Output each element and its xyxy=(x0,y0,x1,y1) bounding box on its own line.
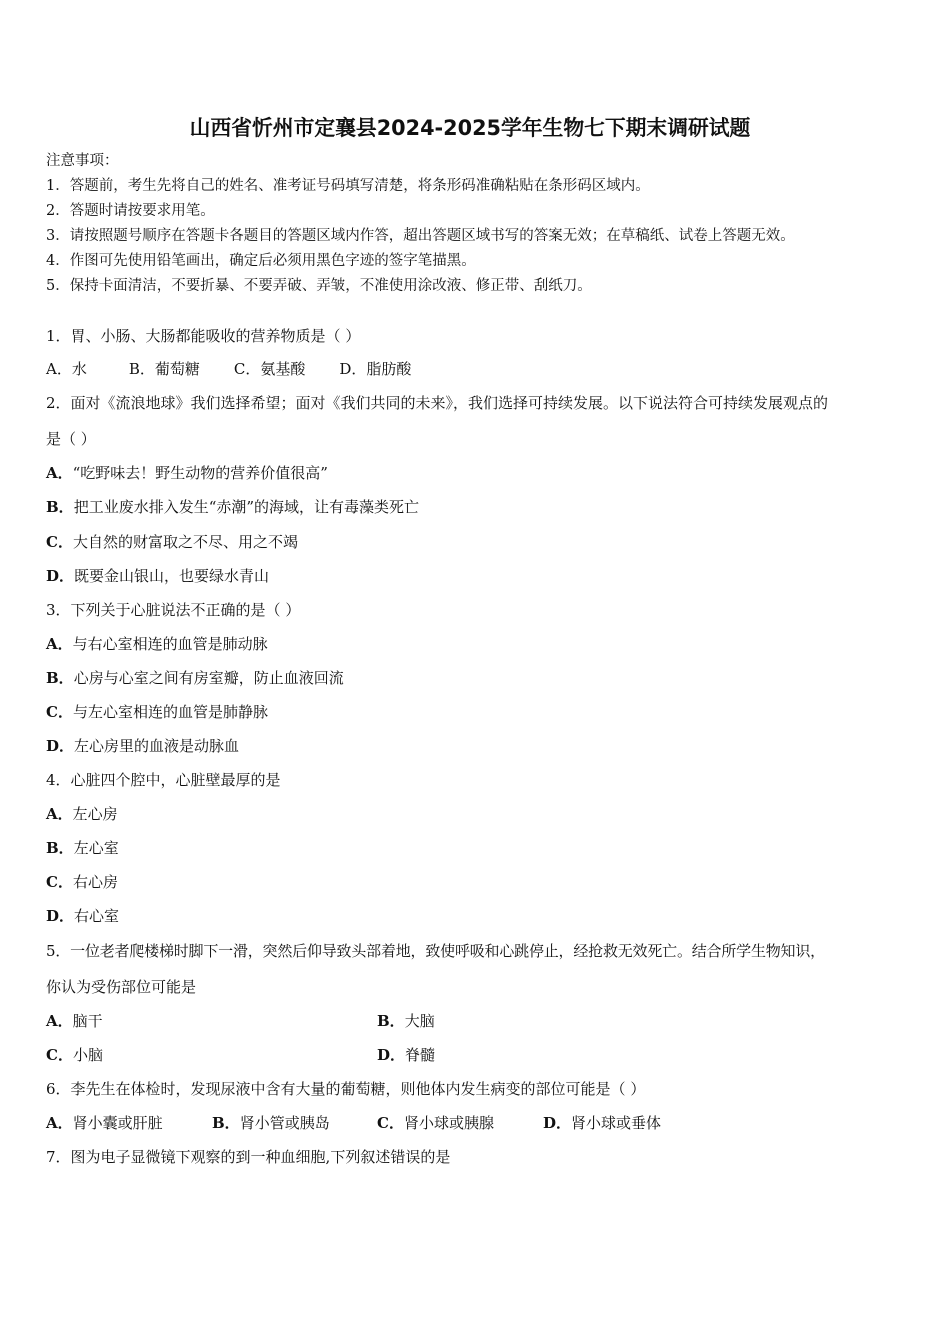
question-2-stem-line-1: 2．面对《流浪地球》我们选择希望；面对《我们共同的未来》，我们选择可持续发展。以下说法符合可持续发展观点的 xyxy=(46,394,829,412)
option-text: 心房与心室之间有房室瓣，防止血液回流 xyxy=(73,669,344,687)
option-label: B． xyxy=(212,1114,240,1132)
option-label: A． xyxy=(46,1012,73,1030)
option-text: 既要金山银山，也要绿水青山 xyxy=(74,567,270,585)
notice-item-1: 1．答题前，考生先将自己的姓名、准考证号码填写清楚，将条形码准确粘贴在条形码区域内。 xyxy=(46,178,650,194)
q4-option-a xyxy=(46,804,118,824)
question-1-stem: 1．胃、小肠、大肠都能吸收的营养物质是（ ） xyxy=(46,327,361,345)
q6-option-a xyxy=(46,1113,163,1133)
option-text: 右心室 xyxy=(74,907,120,925)
option-label: C． xyxy=(46,703,73,721)
q2-option-a xyxy=(46,463,328,483)
question-4-stem: 4．心脏四个腔中，心脏壁最厚的是 xyxy=(46,771,281,789)
q3-option-a xyxy=(46,634,268,654)
option-text: 左心房 xyxy=(72,805,118,823)
q1-option-b: B．葡萄糖 xyxy=(128,360,200,378)
notice-item-4: 4．作图可先使用铅笔画出，确定后必须用黑色字迹的签字笔描黑。 xyxy=(46,253,476,269)
option-text: 左心室 xyxy=(73,839,119,857)
option-text: 脑干 xyxy=(72,1012,103,1030)
option-label: D． xyxy=(46,907,75,925)
notice-item-5: 5．保持卡面清洁，不要折暴、不要弄破、弄皱，不准使用涂改液、修正带、刮纸刀。 xyxy=(46,278,592,294)
option-text: 与右心室相连的血管是肺动脉 xyxy=(72,635,268,653)
option-text: 小脑 xyxy=(72,1046,103,1064)
q6-option-c xyxy=(377,1113,494,1133)
notice-heading: 注意事项： xyxy=(46,153,119,169)
q3-option-b xyxy=(46,668,344,688)
q4-option-c xyxy=(46,872,118,892)
q5-option-b xyxy=(377,1011,435,1031)
question-2-stem-line-2: 是（ ） xyxy=(46,430,96,448)
q6-option-b xyxy=(212,1113,330,1133)
q5-option-a xyxy=(46,1011,103,1031)
option-text: 大脑 xyxy=(404,1012,435,1030)
option-text: 右心房 xyxy=(72,873,118,891)
question-5-stem-line-1: 5．一位老者爬楼梯时脚下一滑，突然后仰导致头部着地，致使呼吸和心跳停止，经抢救无效死亡。结合所学生物知识， xyxy=(46,942,825,960)
option-label: B． xyxy=(46,498,74,516)
question-5-stem-line-2: 你认为受伤部位可能是 xyxy=(46,978,197,996)
q3-option-d xyxy=(46,736,239,756)
option-label: D． xyxy=(543,1114,572,1132)
option-text: 把工业废水排入发生“赤潮”的海域，让有毒藻类死亡 xyxy=(73,498,420,516)
option-label: D． xyxy=(46,567,75,585)
option-label: C． xyxy=(46,1046,73,1064)
q2-option-d xyxy=(46,566,269,586)
option-label: A． xyxy=(46,1114,73,1132)
question-3-stem: 3．下列关于心脏说法不正确的是（ ） xyxy=(46,601,301,619)
q2-option-c xyxy=(46,532,298,552)
option-text: 肾小球或垂体 xyxy=(571,1114,662,1132)
option-label: B． xyxy=(46,839,74,857)
option-text: 与左心室相连的血管是肺静脉 xyxy=(72,703,268,721)
q6-option-d xyxy=(543,1113,661,1133)
q4-option-b xyxy=(46,838,119,858)
page-title: 山西省忻州市定襄县2024-2025学年生物七下期末调研试题 xyxy=(189,116,751,140)
option-text: “吃野味去！野生动物的营养价值很高” xyxy=(72,464,328,482)
option-label: D． xyxy=(377,1046,406,1064)
option-text: 肾小管或胰岛 xyxy=(239,1114,330,1132)
notice-item-3: 3．请按照题号顺序在答题卡各题目的答题区域内作答，超出答题区域书写的答案无效；在草稿纸、试卷上答题无效。 xyxy=(46,228,795,244)
q3-option-c xyxy=(46,702,268,722)
q5-option-c xyxy=(46,1045,103,1065)
option-label: A． xyxy=(46,805,73,823)
option-label: C． xyxy=(46,873,73,891)
option-label: B． xyxy=(377,1012,405,1030)
option-label: C． xyxy=(377,1114,404,1132)
option-text: 肾小囊或肝脏 xyxy=(72,1114,163,1132)
option-label: D． xyxy=(46,737,75,755)
option-label: A． xyxy=(46,464,73,482)
option-label: B． xyxy=(46,669,74,687)
option-label: A． xyxy=(46,635,73,653)
q4-option-d xyxy=(46,906,119,926)
question-7-stem: 7．图为电子显微镜下观察的到一种血细胞,下列叙述错误的是 xyxy=(46,1148,451,1166)
question-1-options xyxy=(46,359,411,379)
option-text: 大自然的财富取之不尽、用之不竭 xyxy=(72,533,298,551)
q5-option-d xyxy=(377,1045,435,1065)
q1-option-c: C．氨基酸 xyxy=(233,360,306,378)
option-text: 左心房里的血液是动脉血 xyxy=(74,737,240,755)
option-text: 脊髓 xyxy=(405,1046,436,1064)
q2-option-b xyxy=(46,497,419,517)
option-text: 肾小球或胰腺 xyxy=(403,1114,494,1132)
notice-item-2: 2．答题时请按要求用笔。 xyxy=(46,203,215,219)
question-6-stem: 6．李先生在体检时，发现尿液中含有大量的葡萄糖，则他体内发生病变的部位可能是（ ） xyxy=(46,1080,646,1098)
q1-option-a: A．水 xyxy=(46,360,87,378)
q1-option-d: D．脂肪酸 xyxy=(339,360,412,378)
option-label: C． xyxy=(46,533,73,551)
